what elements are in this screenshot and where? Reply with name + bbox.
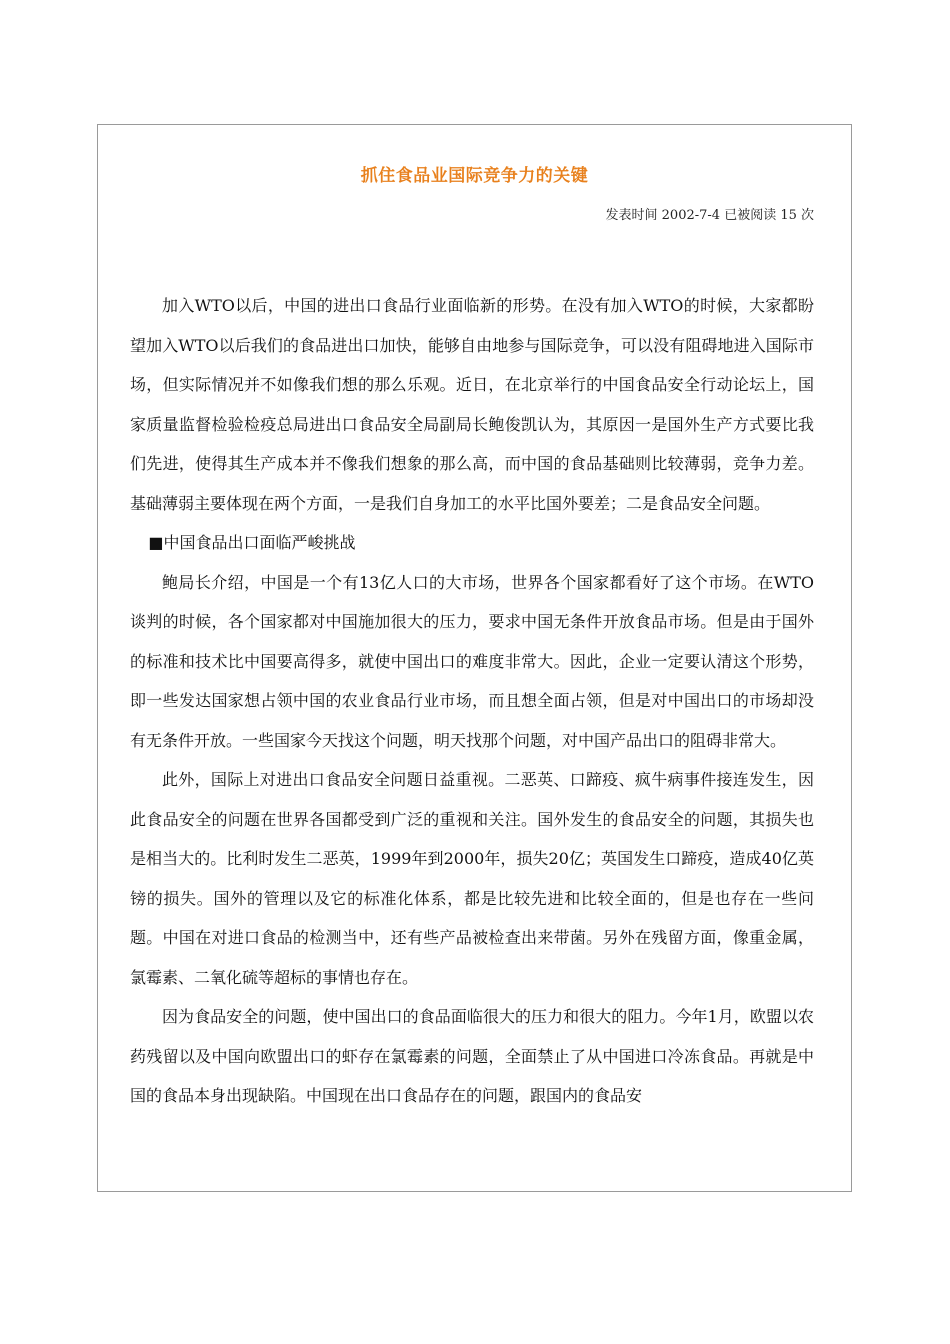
article-body	[130, 286, 814, 1116]
section-heading: ■中国食品出口面临严峻挑战	[148, 533, 356, 552]
paragraph-market: 鲍局长介绍，中国是一个有13亿人口的大市场，世界各个国家都看好了这个市场。在WTO谈判的时候，各个国家都对中国施加很大的压力，要求中国无条件开放食品市场。但是由于国外的标准和技术比中国要高得多，就使中国出口的难度非常大。因此，企业一定要认清这个形势，即一些发达国家想占领中国的农业食品行业市场，而且想全面占领，但是对中国出口的市场却没有无条件开放。一些国家今天找这个问题，明天找那个问题，对中国产品出口的阻碍非常大。	[130, 572, 814, 750]
paragraph-intro: 加入WTO以后，中国的进出口食品行业面临新的形势。在没有加入WTO的时候，大家都盼望加入WTO以后我们的食品进出口加快，能够自由地参与国际竞争，可以没有阻碍地进入国际市场，但实际情况并不如像我们想的那么乐观。近日，在北京举行的中国食品安全行动论坛上，国家质量监督检验检疫总局进出口食品安全局副局长鲍俊凯认为，其原因一是国外生产方式要比我们先进，使得其生产成本并不像我们想象的那么高，而中国的食品基础则比较薄弱，竞争力差。基础薄弱主要体现在两个方面，一是我们自身加工的水平比国外要差；二是食品安全问题。	[130, 296, 814, 513]
article-meta: 发表时间 2002-7-4 已被阅读 15 次	[605, 208, 814, 223]
article-title: 抓住食品业国际竞争力的关键	[360, 166, 589, 186]
paragraph-pressure: 因为食品安全的问题，使中国出口的食品面临很大的压力和很大的阻力。今年1月，欧盟以农药残留以及中国向欧盟出口的虾存在氯霉素的问题，全面禁止了从中国进口冷冻食品。再就是中国的食品本身出现缺陷。中国现在出口食品存在的问题，跟国内的食品安	[130, 1007, 814, 1105]
article-frame	[97, 124, 852, 1192]
paragraph-safety: 此外，国际上对进出口食品安全问题日益重视。二恶英、口蹄疫、疯牛病事件接连发生，因此食品安全的问题在世界各国都受到广泛的重视和关注。国外发生的食品安全的问题，其损失也是相当大的。比利时发生二恶英，1999年到2000年，损失20亿；英国发生口蹄疫，造成40亿英镑的损失。国外的管理以及它的标准化体系，都是比较先进和比较全面的，但是也存在一些问题。中国在对进口食品的检测当中，还有些产品被检查出来带菌。另外在残留方面，像重金属，氯霉素、二氧化硫等超标的事情也存在。	[130, 770, 814, 987]
